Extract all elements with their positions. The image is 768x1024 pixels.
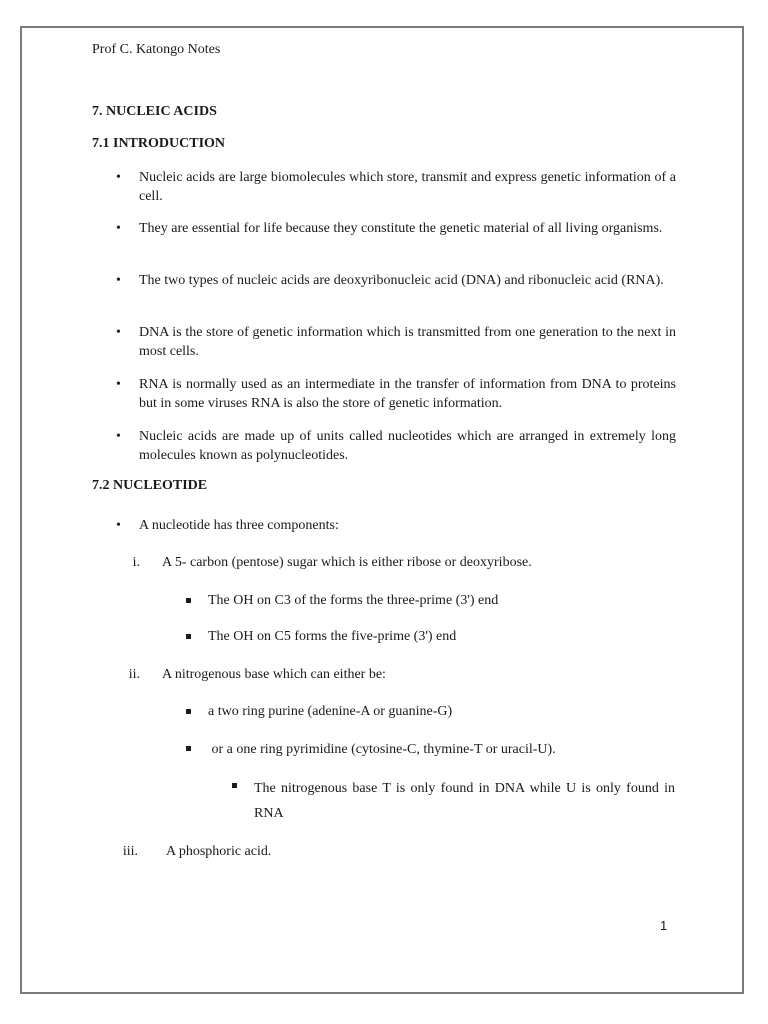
square-bullet-icon (186, 709, 191, 714)
bullet-icon: • (116, 170, 121, 185)
intro-bullet: • DNA is the store of genetic information which is transmitted from one generation to the next in most cells. (116, 325, 676, 359)
bullet-icon: • (116, 273, 121, 288)
nucleotide-heading: 7.2 NUCLEOTIDE (92, 478, 208, 493)
square-bullet-icon (232, 783, 237, 788)
page-number: 1 (660, 918, 668, 933)
intro-heading: 7.1 INTRODUCTION (92, 136, 226, 151)
nucleotide-lead: • A nucleotide has three components: (116, 518, 339, 533)
component-text: A 5- carbon (pentose) sugar which is either ribose or deoxyribose. (162, 555, 532, 570)
header-note: Prof C. Katongo Notes (92, 42, 221, 57)
bullet-icon: • (116, 429, 121, 444)
bullet-icon: • (116, 221, 121, 236)
bullet-icon: • (116, 518, 121, 533)
bullet-icon: • (116, 377, 121, 392)
roman-numeral: i. (132, 555, 140, 570)
roman-numeral: iii. (122, 844, 138, 859)
roman-numeral: ii. (128, 667, 140, 682)
intro-bullet: • They are essential for life because they constitute the genetic material of all living organisms. (116, 221, 663, 236)
bullet-icon: • (116, 325, 121, 340)
section-title: 7. NUCLEIC ACIDS (92, 104, 217, 119)
component-text: A nitrogenous base which can either be: (162, 667, 386, 682)
intro-bullet: • RNA is normally used as an intermediate in the transfer of information from DNA to proteins but in some viruses RNA is also the store of genetic information. (116, 377, 676, 411)
square-bullet-icon (186, 634, 191, 639)
intro-bullet: • Nucleic acids are made up of units called nucleotides which are arranged in extremely long molecules known as polynucleotides. (116, 429, 676, 463)
deep-sub-item-text: The nitrogenous base T is only found in DNA while U is only found in RNA (254, 781, 675, 821)
component-text: A phosphoric acid. (166, 844, 272, 859)
square-bullet-icon (186, 598, 191, 603)
intro-bullet: • The two types of nucleic acids are deoxyribonucleic acid (DNA) and ribonucleic acid (RNA). (116, 273, 664, 288)
intro-bullet: • Nucleic acids are large biomolecules which store, transmit and express genetic information of a cell. (116, 170, 676, 204)
square-bullet-icon (186, 746, 191, 751)
